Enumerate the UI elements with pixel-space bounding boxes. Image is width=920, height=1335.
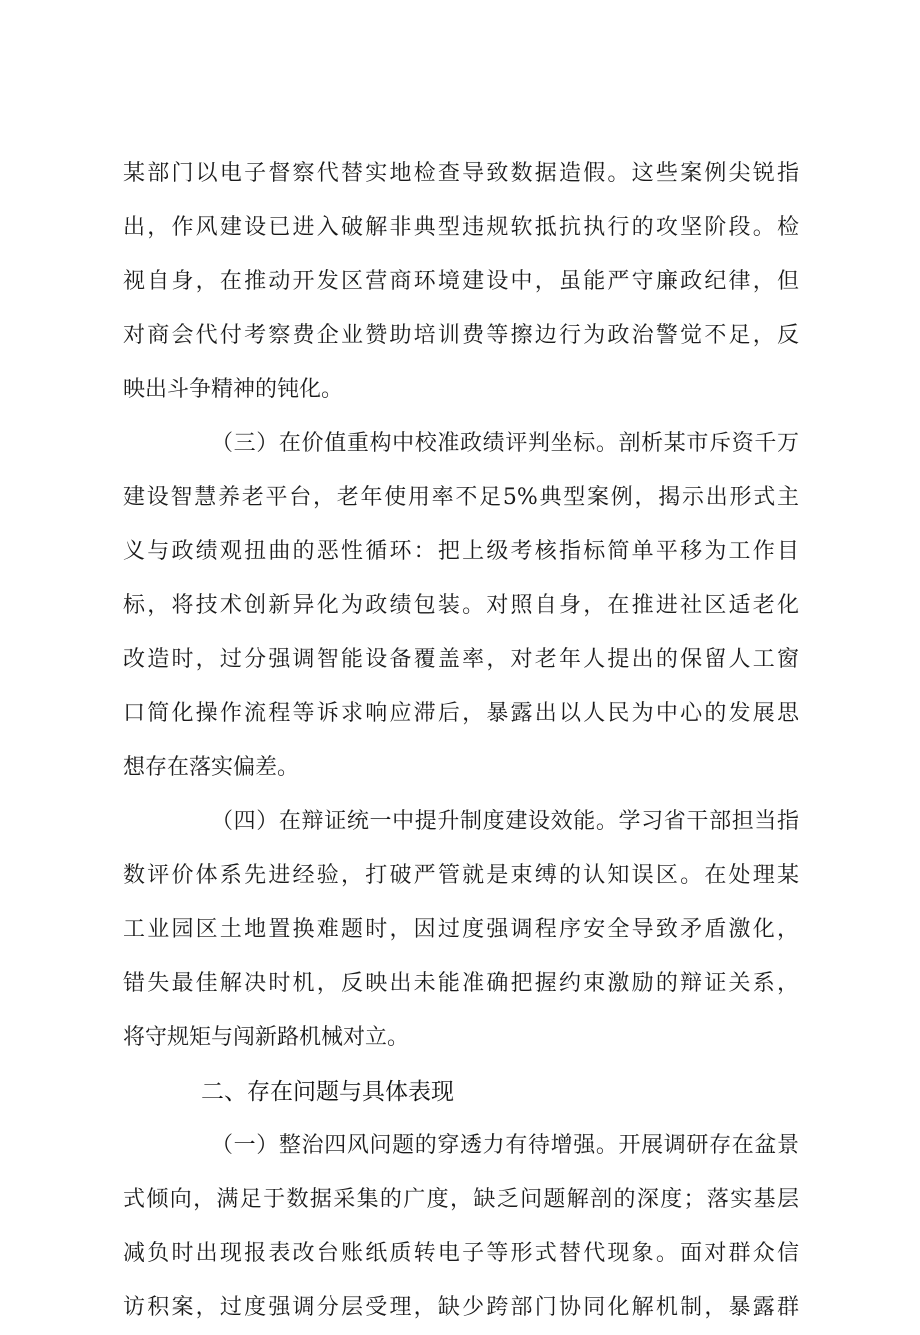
text-line: 改造时，过分强调智能设备覆盖率，对老年人提出的保留人工窗 <box>123 647 799 672</box>
text-line: 将守规矩与闯新路机械对立。 <box>123 1025 410 1050</box>
paragraph-continuation <box>123 147 799 417</box>
text-line: 式倾向，满足于数据采集的广度，缺乏问题解剖的深度；落实基层 <box>123 1187 799 1212</box>
text-line: 建设智慧养老平台，老年使用率不足5%典型案例，揭示出形式主 <box>123 485 799 510</box>
text-line: 映出斗争精神的钝化。 <box>123 377 344 402</box>
text-line: 义与政绩观扭曲的恶性循环：把上级考核指标简单平移为工作目 <box>123 539 799 564</box>
text-line: 标，将技术创新异化为政绩包装。对照自身，在推进社区适老化 <box>123 593 799 618</box>
text-line: （一）整治四风问题的穿透力有待增强。开展调研存在盆景 <box>211 1133 799 1158</box>
text-line: 想存在落实偏差。 <box>123 755 300 780</box>
text-line: 数评价体系先进经验，打破严管就是束缚的认知误区。在处理某 <box>123 863 799 888</box>
text-line: 访积案，过度强调分层受理，缺少跨部门协同化解机制，暴露群 <box>123 1295 799 1320</box>
text-line: （四）在辩证统一中提升制度建设效能。学习省干部担当指 <box>211 809 799 834</box>
paragraph-section-4 <box>123 795 799 1065</box>
text-line: 错失最佳解决时机，反映出未能准确把握约束激励的辩证关系， <box>123 971 799 996</box>
section-heading: 二、存在问题与具体表现 <box>201 1079 454 1105</box>
text-line: （三）在价值重构中校准政绩评判坐标。剖析某市斥资千万 <box>211 431 799 456</box>
text-line: 工业园区土地置换难题时，因过度强调程序安全导致矛盾激化， <box>123 917 799 942</box>
paragraph-section-3 <box>123 417 799 795</box>
document-body <box>123 147 799 1335</box>
text-line: 口简化操作流程等诉求响应滞后，暴露出以人民为中心的发展思 <box>123 701 799 726</box>
text-line: 对商会代付考察费企业赞助培训费等擦边行为政治警觉不足，反 <box>123 323 799 348</box>
text-line: 出，作风建设已进入破解非典型违规软抵抗执行的攻坚阶段。检 <box>123 215 799 240</box>
text-line: 减负时出现报表改台账纸质转电子等形式替代现象。面对群众信 <box>123 1241 799 1266</box>
paragraph-section-1 <box>123 1119 799 1335</box>
text-line: 某部门以电子督察代替实地检查导致数据造假。这些案例尖锐指 <box>123 161 799 186</box>
text-line: 视自身，在推动开发区营商环境建设中，虽能严守廉政纪律，但 <box>123 269 799 294</box>
